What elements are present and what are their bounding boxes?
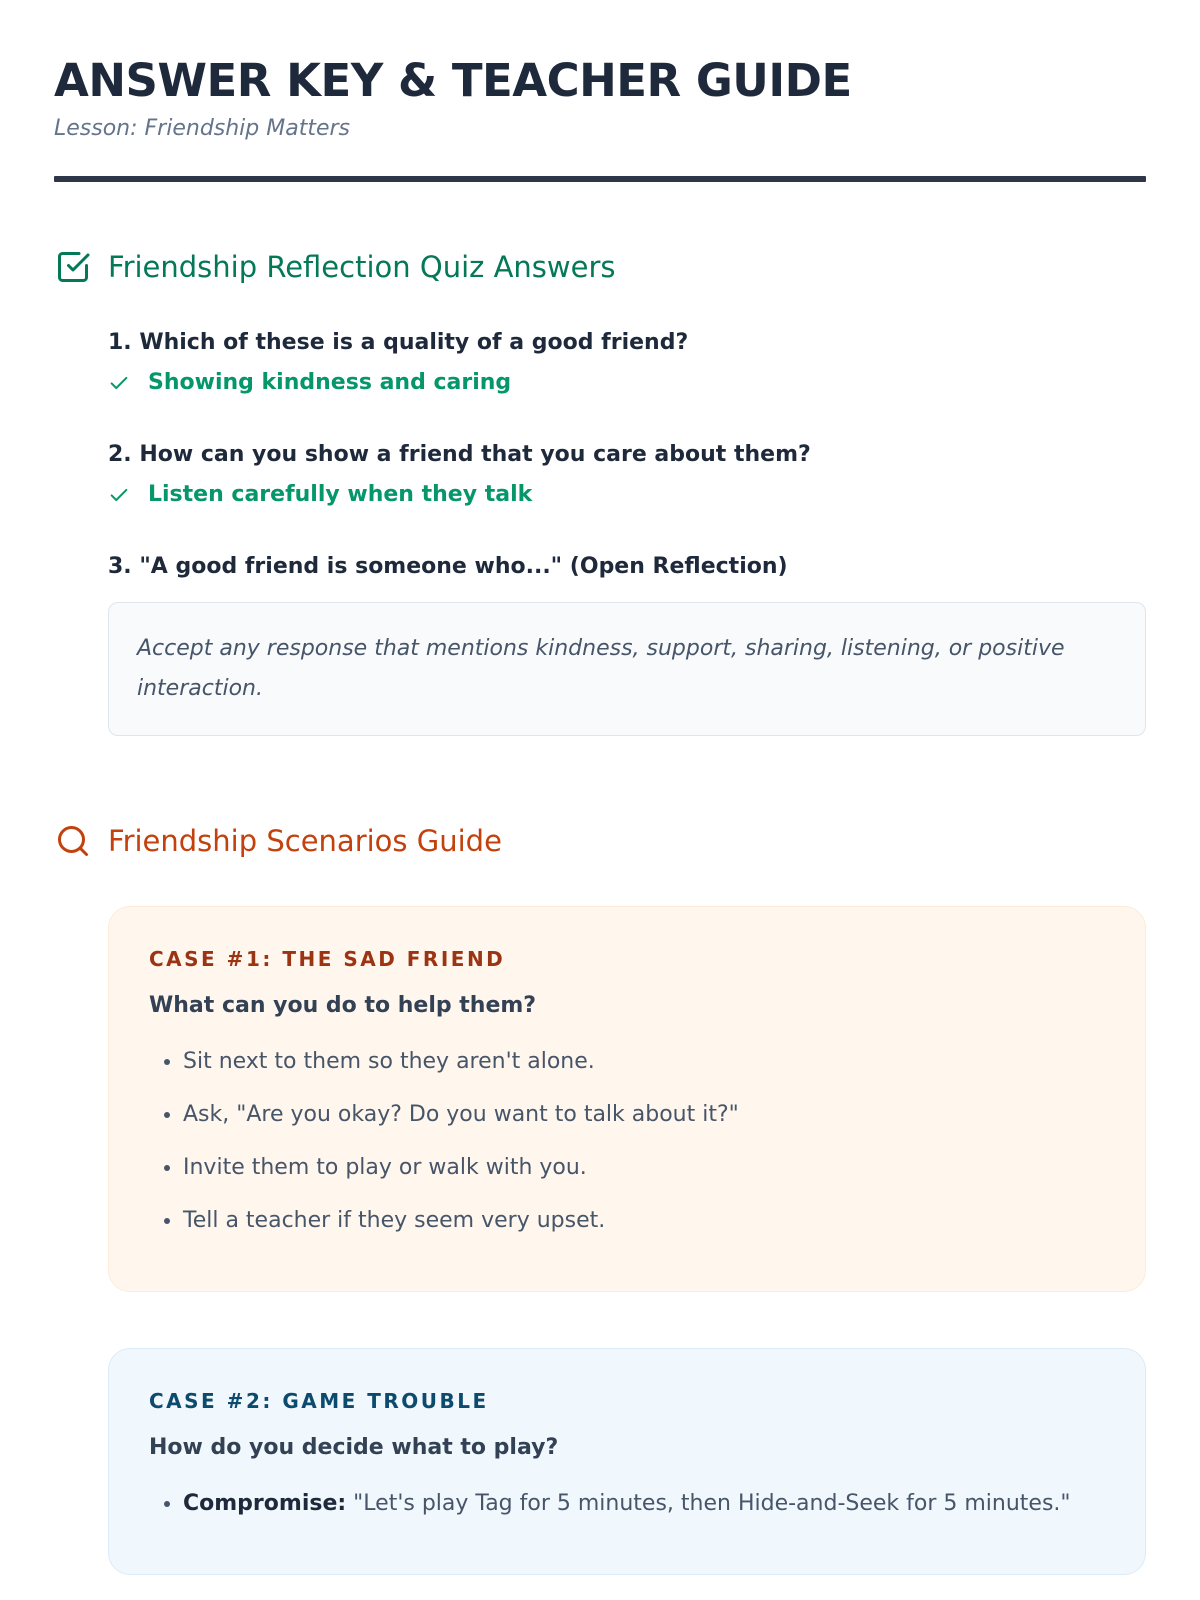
question-text: 3. "A good friend is someone who..." (Open Reflection) — [108, 554, 788, 579]
question-text: 2. How can you show a friend that you care about them? — [108, 442, 811, 467]
header-divider — [54, 176, 1146, 182]
list-item: • Tell a teacher if they seem very upset. — [183, 1206, 1105, 1236]
case-suggestions — [149, 1047, 1105, 1236]
checkmark-icon — [108, 484, 134, 506]
scenario-cases — [108, 906, 1146, 1575]
case-label: CASE #2: GAME TROUBLE — [149, 1389, 489, 1413]
list-item-text: "Let's play Tag for 5 minutes, then Hide-and-Seek for 5 minutes." — [346, 1491, 1071, 1516]
quiz-question-1 — [108, 328, 1146, 398]
list-item-term: Compromise: — [183, 1491, 347, 1516]
quiz-section-header — [54, 248, 1146, 286]
page-title: ANSWER KEY & TEACHER GUIDE — [54, 54, 852, 107]
correct-answer — [108, 368, 1146, 398]
list-item — [183, 1489, 1105, 1519]
quiz-question-2 — [108, 440, 1146, 510]
lesson-subtitle: Lesson: Friendship Matters — [54, 116, 351, 141]
quiz-question-3 — [108, 552, 1146, 736]
answer-text: Showing kindness and caring — [148, 370, 512, 395]
quiz-answers — [108, 328, 1146, 736]
case-label: CASE #1: THE SAD FRIEND — [149, 947, 506, 971]
scenarios-section-title: Friendship Scenarios Guide — [108, 824, 502, 858]
case-question: What can you do to help them? — [149, 993, 537, 1018]
case-question: How do you decide what to play? — [149, 1435, 559, 1460]
question-text: 1. Which of these is a quality of a good friend? — [108, 330, 689, 355]
checkbox-check-icon — [54, 248, 92, 286]
search-icon — [54, 822, 92, 860]
list-item: • Ask, "Are you okay? Do you want to talk about it?" — [183, 1100, 1105, 1130]
case-card-sad-friend — [108, 906, 1146, 1292]
scenarios-section-header — [54, 822, 1146, 860]
case-card-game-trouble — [108, 1348, 1146, 1575]
case-suggestions — [149, 1489, 1105, 1519]
reflection-guidance: Accept any response that mentions kindness, support, sharing, listening, or positive interaction. — [108, 602, 1146, 736]
quiz-section-title: Friendship Reflection Quiz Answers — [108, 250, 616, 284]
correct-answer — [108, 480, 1146, 510]
answer-text: Listen carefully when they talk — [148, 482, 533, 507]
list-item: • Invite them to play or walk with you. — [183, 1153, 1105, 1183]
checkmark-icon — [108, 372, 134, 394]
list-item: • Sit next to them so they aren't alone. — [183, 1047, 1105, 1077]
